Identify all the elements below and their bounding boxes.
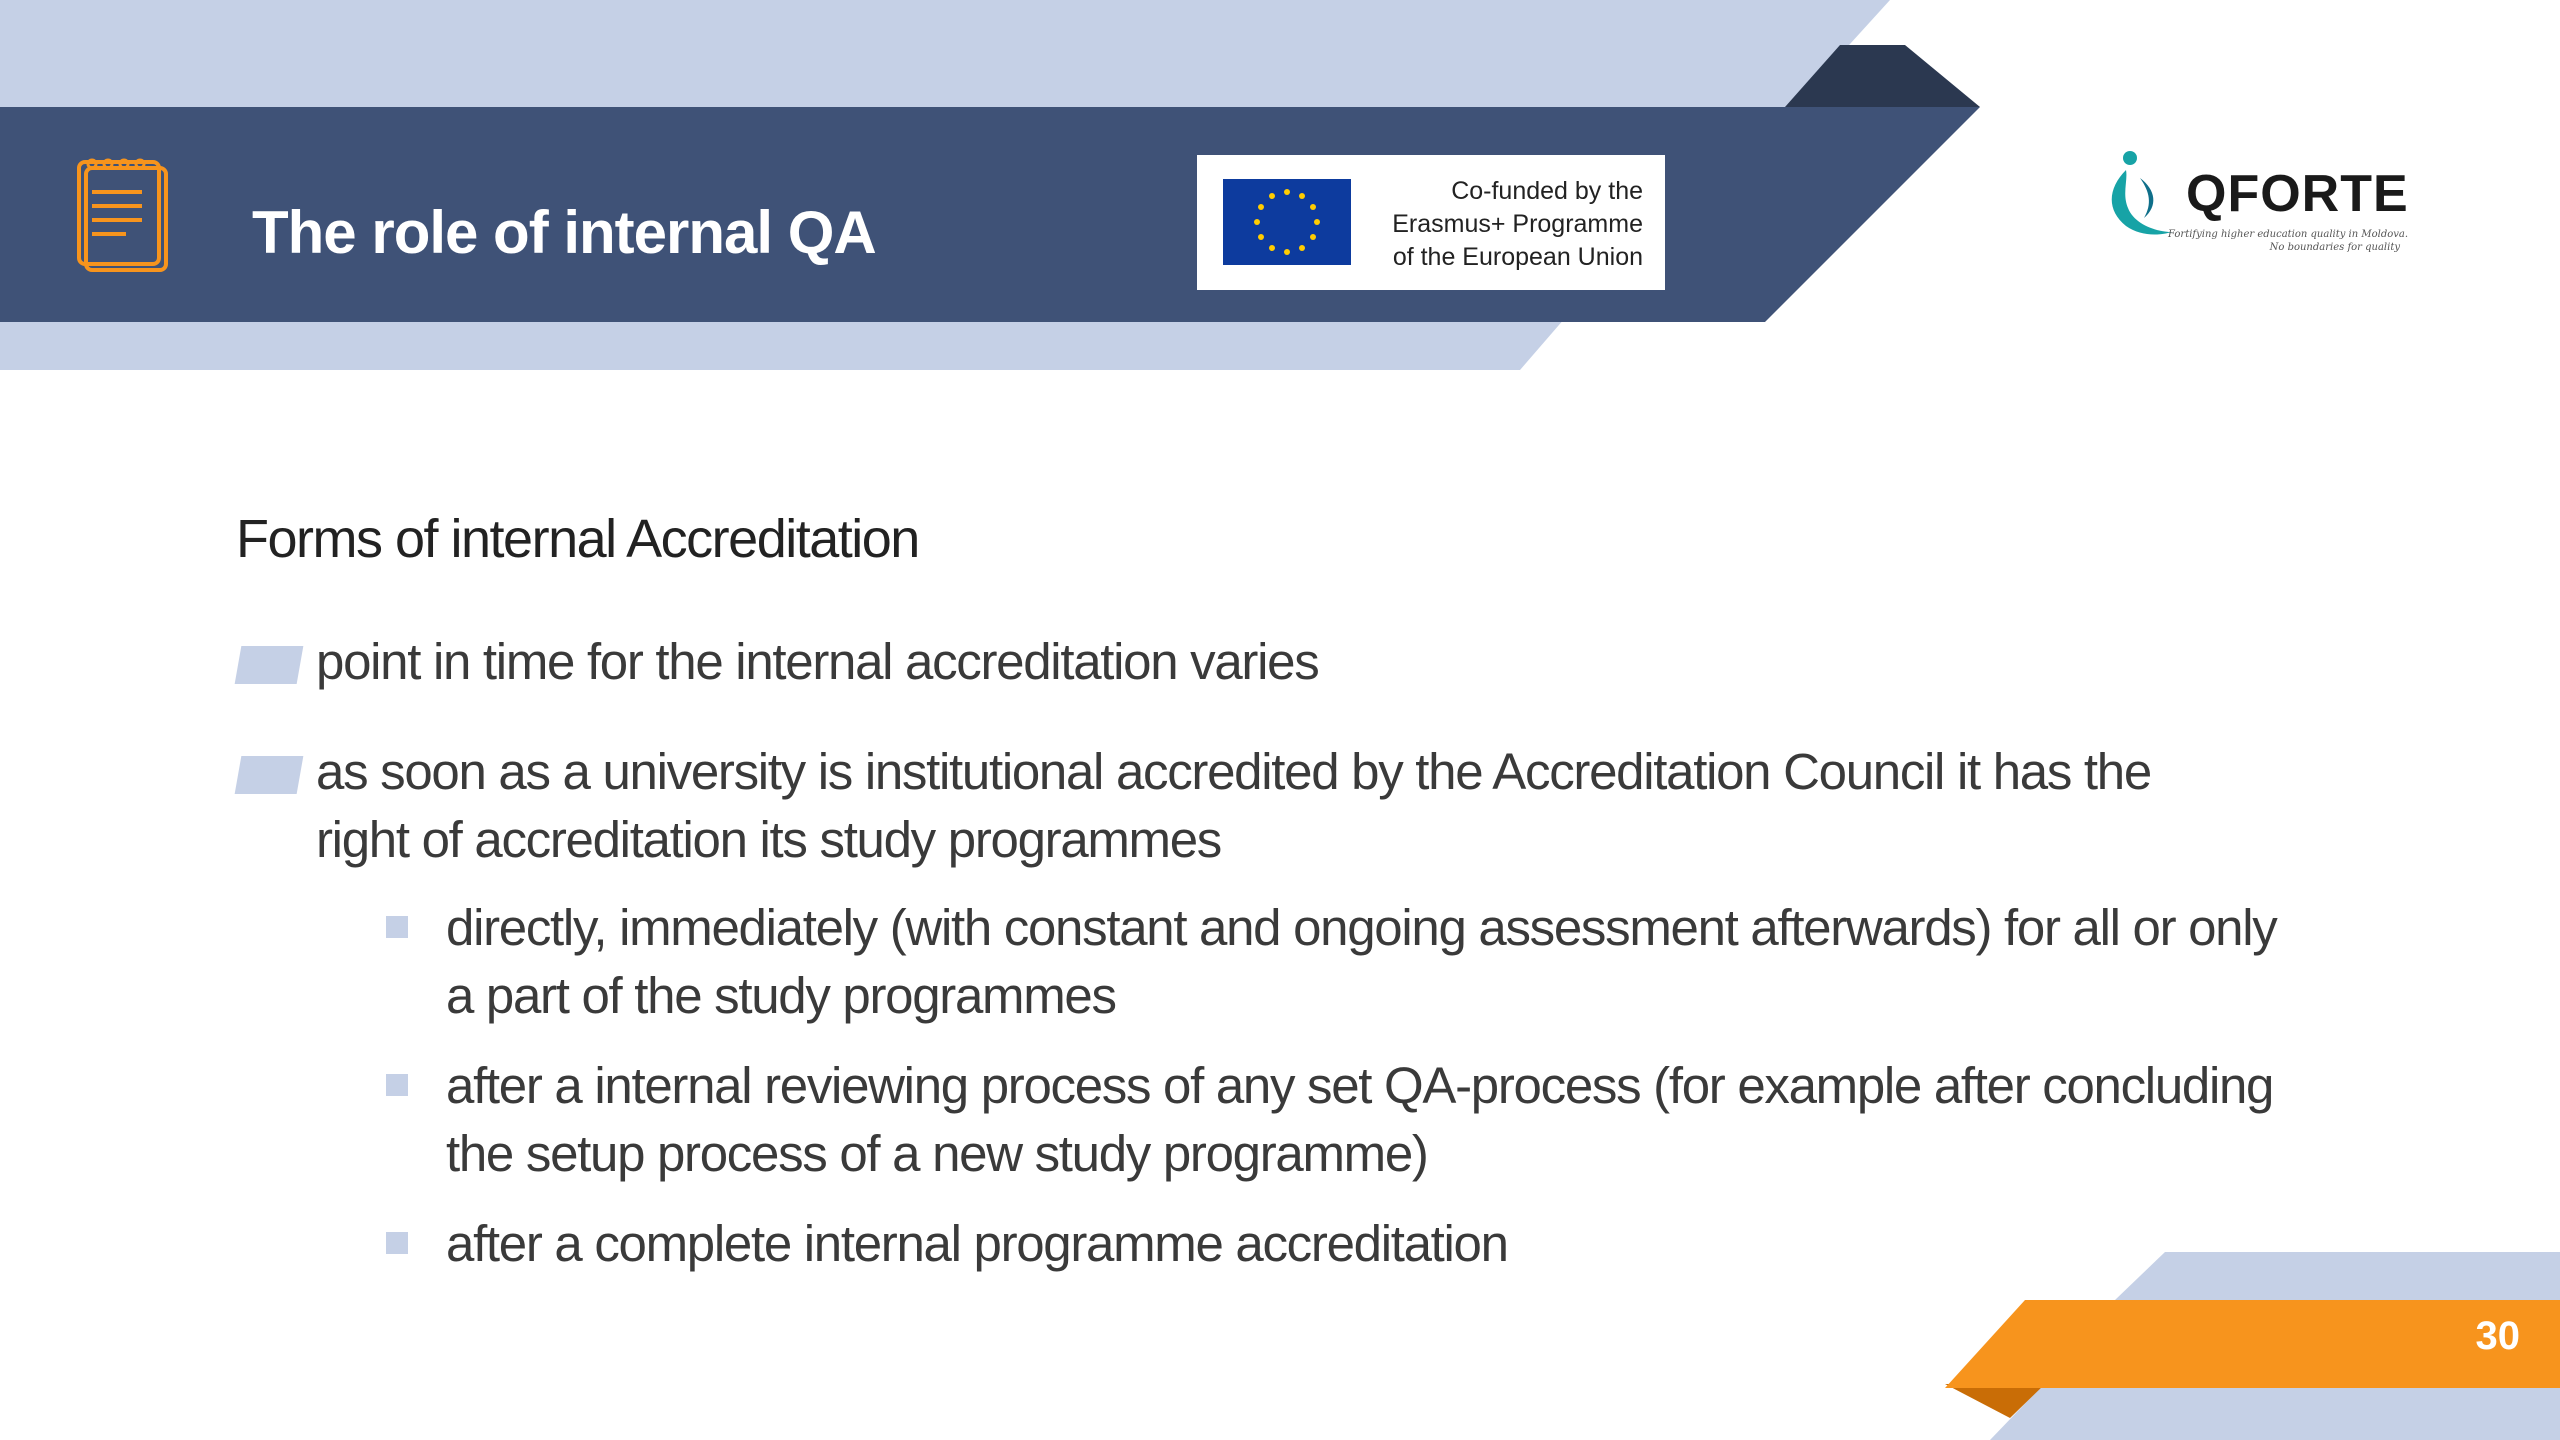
content-heading: Forms of internal Accreditation — [236, 509, 919, 569]
eu-badge-text — [1392, 175, 1643, 274]
sub-bullet-list — [364, 894, 2284, 1278]
bullet-text: point in time for the internal accreditation varies — [316, 633, 1319, 690]
sub-bullet-text: directly, immediately (with constant and ongoing assessment afterwards) for all or only a part of the study programmes — [446, 899, 2277, 1024]
eu-badge-line: of the European Union — [1392, 243, 1643, 271]
bullet-item — [236, 628, 2236, 696]
bullet-list — [236, 628, 2277, 1278]
sub-bullet-text: after a internal reviewing process of any set QA-process (for example after concluding the setup process of a new study programme) — [446, 1057, 2274, 1182]
top-light-band — [0, 0, 1890, 110]
bullet-item — [236, 738, 2277, 1278]
bullet-marker — [235, 646, 304, 684]
eu-cofunded-badge — [1197, 155, 1665, 290]
slide-title: The role of internal QA — [252, 199, 876, 266]
footer-light-band-bottom — [1990, 1388, 2560, 1440]
qforte-logo-icon — [2100, 148, 2178, 248]
sub-bullet-marker — [386, 1074, 408, 1096]
notepad-icon — [76, 158, 174, 278]
sub-bullet-item — [364, 894, 2284, 1030]
page-number: 30 — [2475, 1314, 2520, 1358]
eu-flag-icon — [1223, 179, 1351, 265]
bottom-light-band — [0, 318, 1565, 370]
bullet-text: as soon as a university is institutional accredited by the Accreditation Council it has the right of accreditation its study programmes — [316, 743, 2151, 868]
bullet-marker — [235, 756, 304, 794]
sub-bullet-marker — [386, 916, 408, 938]
sub-bullet-item — [364, 1210, 2284, 1278]
eu-badge-line: Co-funded by the — [1451, 177, 1643, 205]
logo-tagline-line: No boundaries for quality — [2269, 242, 2400, 253]
logo-name: QFORTE — [2186, 165, 2409, 223]
qforte-logo — [2100, 148, 2409, 268]
logo-tagline-line: Fortifying higher education quality in Moldova. — [2168, 229, 2409, 240]
sub-bullet-text: after a complete internal programme accreditation — [446, 1215, 1508, 1272]
logo-tagline — [2168, 228, 2409, 254]
eu-badge-line: Erasmus+ Programme — [1392, 210, 1643, 238]
sub-bullet-marker — [386, 1232, 408, 1254]
sub-bullet-item — [364, 1052, 2284, 1188]
